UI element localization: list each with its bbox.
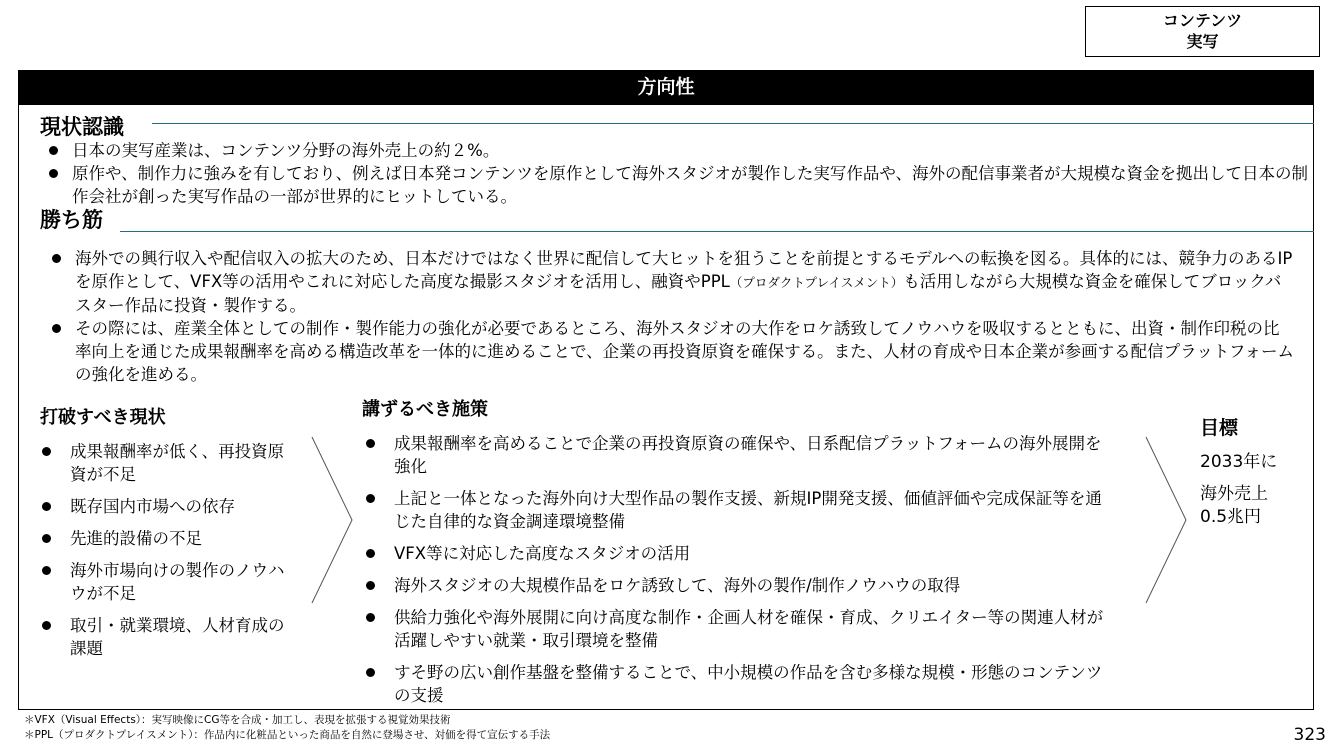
measures-title: 講ずるべき施策 — [362, 399, 488, 420]
current-status-title: 現状認識 — [40, 115, 124, 139]
page-title: 方向性 — [18, 70, 1314, 105]
chevron-right-icon — [308, 435, 356, 605]
winning-path-bullet1-main: 海外での興行収入や配信収入の拡大のため、日本だけではなく世界に配信して大ヒットを狙うことを前提とするモデルへの転換を図る。具体的には、競争力のあるIPを原作として、VFX等の活用やこれに対応した高度な撮影スタジオを活用し、融資やPPL — [75, 249, 1293, 291]
list-item: その際には、産業全体としての制作・製作能力の強化が必要であるところ、海外スタジオの大作をロケ誘致してノウハウを吸収するとともに、出資・制作印税の比率向上を通じた成果報酬率を高める構造改革を一体的に進めることで、企業の再投資原資を確保する。また、人材の育成や日本企業が参画する配信プラットフォームの強化を進める。 — [43, 317, 1295, 386]
issues-title: 打破すべき現状 — [40, 407, 166, 428]
list-item: 海外市場向けの製作のノウハウが不足 — [40, 559, 298, 605]
ppl-note: （プロダクトプレイスメント） — [729, 275, 904, 290]
goal-title: 目標 — [1200, 417, 1239, 439]
chevron-right-icon — [1142, 435, 1190, 605]
list-item: 成果報酬率が低く、再投資原資が不足 — [40, 440, 298, 486]
page-number: 323 — [1293, 725, 1326, 745]
winning-path-title: 勝ち筋 — [40, 208, 103, 232]
list-item: 原作や、制作力に強みを有しており、例えば日本発コンテンツを原作として海外スタジオが製作した実写作品や、海外の配信事業者が大規模な資金を拠出して日本の制作会社が創った実写作品の一部が世界的にヒットしている。 — [40, 162, 1310, 208]
goal-year: 2033年に — [1200, 452, 1278, 472]
winning-path-divider — [120, 231, 1314, 232]
list-item: 海外スタジオの大規模作品をロケ誘致して、海外の製作/制作ノウハウの取得 — [362, 574, 1114, 597]
footnote-vfx: ＊VFX（Visual Effects）：実写映像にCG等を合成・加工し、表現を拡張する視覚効果技術 — [24, 714, 451, 726]
list-item: 供給力強化や海外展開に向け高度な制作・企画人材を確保・育成、クリエイター等の関連人材が活躍しやすい就業・取引環境を整備 — [362, 606, 1114, 652]
issues-list — [40, 440, 298, 660]
category-tag-line1: コンテンツ — [1162, 11, 1243, 30]
list-item — [43, 247, 1295, 317]
measures-list — [362, 432, 1114, 707]
current-status-divider — [152, 123, 1314, 124]
list-item: すそ野の広い創作基盤を整備することで、中小規模の作品を含む多様な規模・形態のコンテンツの支援 — [362, 661, 1114, 707]
category-tag-line2: 実写 — [1186, 32, 1219, 51]
list-item: 日本の実写産業は、コンテンツ分野の海外売上の約２%。 — [40, 139, 1310, 162]
footnote-ppl: ＊PPL（プロダクトプレイスメント）：作品内に化粧品といった商品を自然に登場させ、対価を得て宣伝する手法 — [24, 729, 551, 741]
list-item: 既存国内市場への依存 — [40, 495, 298, 518]
category-tag — [1085, 6, 1320, 57]
list-item: 先進的設備の不足 — [40, 527, 298, 550]
goal-label: 海外売上 — [1200, 484, 1268, 504]
winning-path-bullet1-tail: も活用しながら大規模な資金を確保してブロックバスター作品に投資・製作する。 — [75, 272, 1282, 315]
list-item: 成果報酬率を高めることで企業の再投資原資の確保や、日系配信プラットフォームの海外展開を強化 — [362, 432, 1114, 478]
list-item: VFX等に対応した高度なスタジオの活用 — [362, 542, 1114, 565]
goal-value: 0.5兆円 — [1200, 507, 1262, 527]
list-item: 上記と一体となった海外向け大型作品の製作支援、新規IP開発支援、価値評価や完成保証等を通じた自律的な資金調達環境整備 — [362, 487, 1114, 533]
winning-path-list — [43, 247, 1295, 386]
list-item: 取引・就業環境、人材育成の課題 — [40, 614, 298, 660]
current-status-list — [40, 139, 1310, 208]
